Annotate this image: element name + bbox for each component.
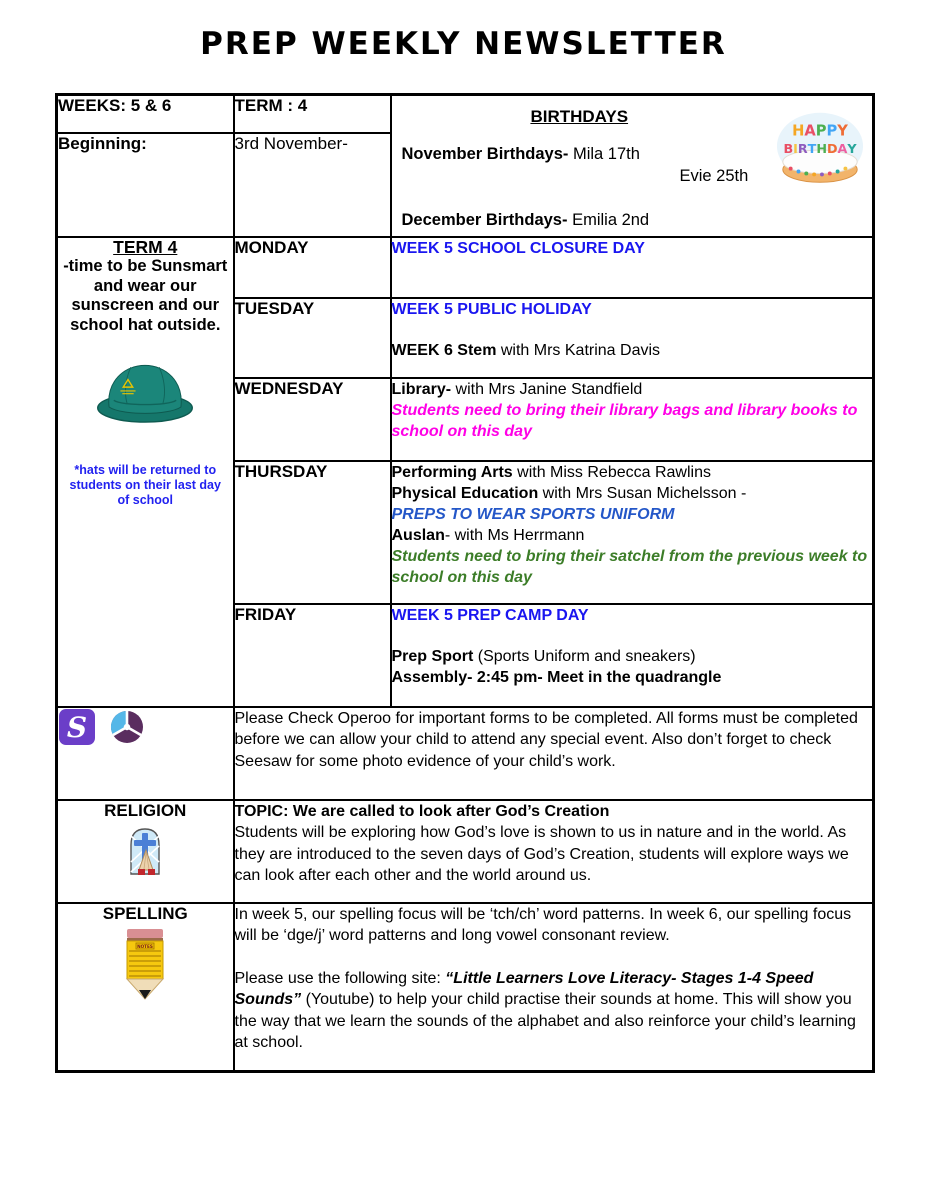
monday-content xyxy=(391,237,874,298)
svg-text:NOTES: NOTES xyxy=(137,943,154,949)
seesaw-icon xyxy=(58,708,96,751)
friday-announcement: WEEK 5 PREP CAMP DAY xyxy=(391,606,589,624)
day-cell-friday: FRIDAY xyxy=(234,604,391,707)
spelling-label: SPELLING xyxy=(102,903,188,923)
religion-body: Students will be exploring how God’s love is shown to us in nature and in the world. As they are introduced to the seven days of God’s Creation, students will explore ways we can look after each other and the world around us. xyxy=(234,824,849,884)
newsletter-table xyxy=(55,93,875,1073)
term4-heading: TERM 4 xyxy=(113,236,178,257)
term-start-date: 3rd November- xyxy=(234,133,391,237)
monday-announcement: WEEK 5 SCHOOL CLOSURE DAY xyxy=(391,239,645,257)
prep-sport-line: Prep Sport (Sports Uniform and sneakers) xyxy=(391,647,696,665)
stained-glass-icon xyxy=(58,824,233,883)
religion-label: RELIGION xyxy=(104,800,187,820)
term4-body: -time to be Sunsmart and wear our sunscreen and our school hat outside. xyxy=(63,257,228,334)
birthdays-heading: BIRTHDAYS xyxy=(530,107,629,126)
tuesday-stem-line: WEEK 6 Stem with Mrs Katrina Davis xyxy=(391,341,661,359)
svg-text:S: S xyxy=(66,710,88,744)
wednesday-library-line: Library- with Mrs Janine Standfield xyxy=(391,380,643,398)
weeks-label: WEEKS: 5 & 6 xyxy=(57,95,234,133)
day-cell-monday: MONDAY xyxy=(234,237,391,298)
assembly-line: Assembly- 2:45 pm- Meet in the quadrangle xyxy=(391,668,722,686)
svg-text:HAPPY: HAPPY xyxy=(792,122,848,140)
november-birthdays-line: November Birthdays- Mila 17th xyxy=(401,145,640,163)
tuesday-content xyxy=(391,298,874,378)
term-label: TERM : 4 xyxy=(234,95,391,133)
spelling-paragraph-1: In week 5, our spelling focus will be ‘tch/ch’ word patterns. In week 6, our spelling focus will be ‘dge/j’ word patterns and long vowel consonant review. xyxy=(234,905,852,944)
religion-topic: TOPIC: We are called to look after God’s Creation xyxy=(234,802,610,820)
notes-pencil-icon xyxy=(58,927,233,1006)
thursday-content xyxy=(391,461,874,604)
performing-arts-line: Performing Arts with Miss Rebecca Rawlins xyxy=(391,463,711,481)
hat-return-note: *hats will be returned to students on their last day of school xyxy=(69,463,221,507)
day-cell-wednesday: WEDNESDAY xyxy=(234,378,391,461)
literacy-site-title: “Little Learners Love Literacy- Stages 1-4 Speed Sounds” xyxy=(234,969,814,1008)
november-birthdays-line2: Evie 25th xyxy=(679,167,749,185)
spelling-label-cell xyxy=(57,903,234,1072)
term4-sunsmart-cell xyxy=(57,237,234,707)
sports-uniform-note: PREPS TO WEAR SPORTS UNIFORM xyxy=(391,505,675,523)
beginning-label: Beginning: xyxy=(57,133,234,237)
day-cell-tuesday: TUESDAY xyxy=(234,298,391,378)
school-hat-icon xyxy=(93,349,197,429)
religion-label-cell xyxy=(57,800,234,903)
birthdays-cell xyxy=(391,95,874,237)
birthday-cake-icon xyxy=(775,109,865,189)
page-title: PREP WEEKLY NEWSLETTER xyxy=(200,26,727,62)
library-bags-note: Students need to bring their library bags and library books to school on this day xyxy=(391,401,858,440)
app-icons-cell xyxy=(57,707,234,800)
friday-content xyxy=(391,604,874,707)
operoo-icon xyxy=(109,709,145,750)
religion-content xyxy=(234,800,874,903)
spelling-paragraph-2: Please use the following site: “Little Learners Love Literacy- Stages 1-4 Speed Sounds” (Youtube) to help your child practise their sounds at home. This will show you the way that we learn the sounds of the alphabet and also reinforce your child’s learning at school. xyxy=(234,969,856,1051)
day-cell-thursday: THURSDAY xyxy=(234,461,391,604)
spelling-content xyxy=(234,903,874,1072)
auslan-line: Auslan- with Ms Herrmann xyxy=(391,526,585,544)
wednesday-content xyxy=(391,378,874,461)
svg-text:BIRTHDAY: BIRTHDAY xyxy=(783,140,857,156)
physical-education-line: Physical Education with Mrs Susan Michelsson - xyxy=(391,484,747,502)
tuesday-announcement: WEEK 5 PUBLIC HOLIDAY xyxy=(391,300,592,318)
december-birthdays-line: December Birthdays- Emilia 2nd xyxy=(401,211,650,229)
satchel-note: Students need to bring their satchel from the previous week to school on this day xyxy=(391,547,868,586)
operoo-notice-text: Please Check Operoo for important forms to be completed. All forms must be completed before we can allow your child to attend any special event. Also don’t forget to check Seesaw for some photo evidence of your child’s work. xyxy=(234,707,874,800)
